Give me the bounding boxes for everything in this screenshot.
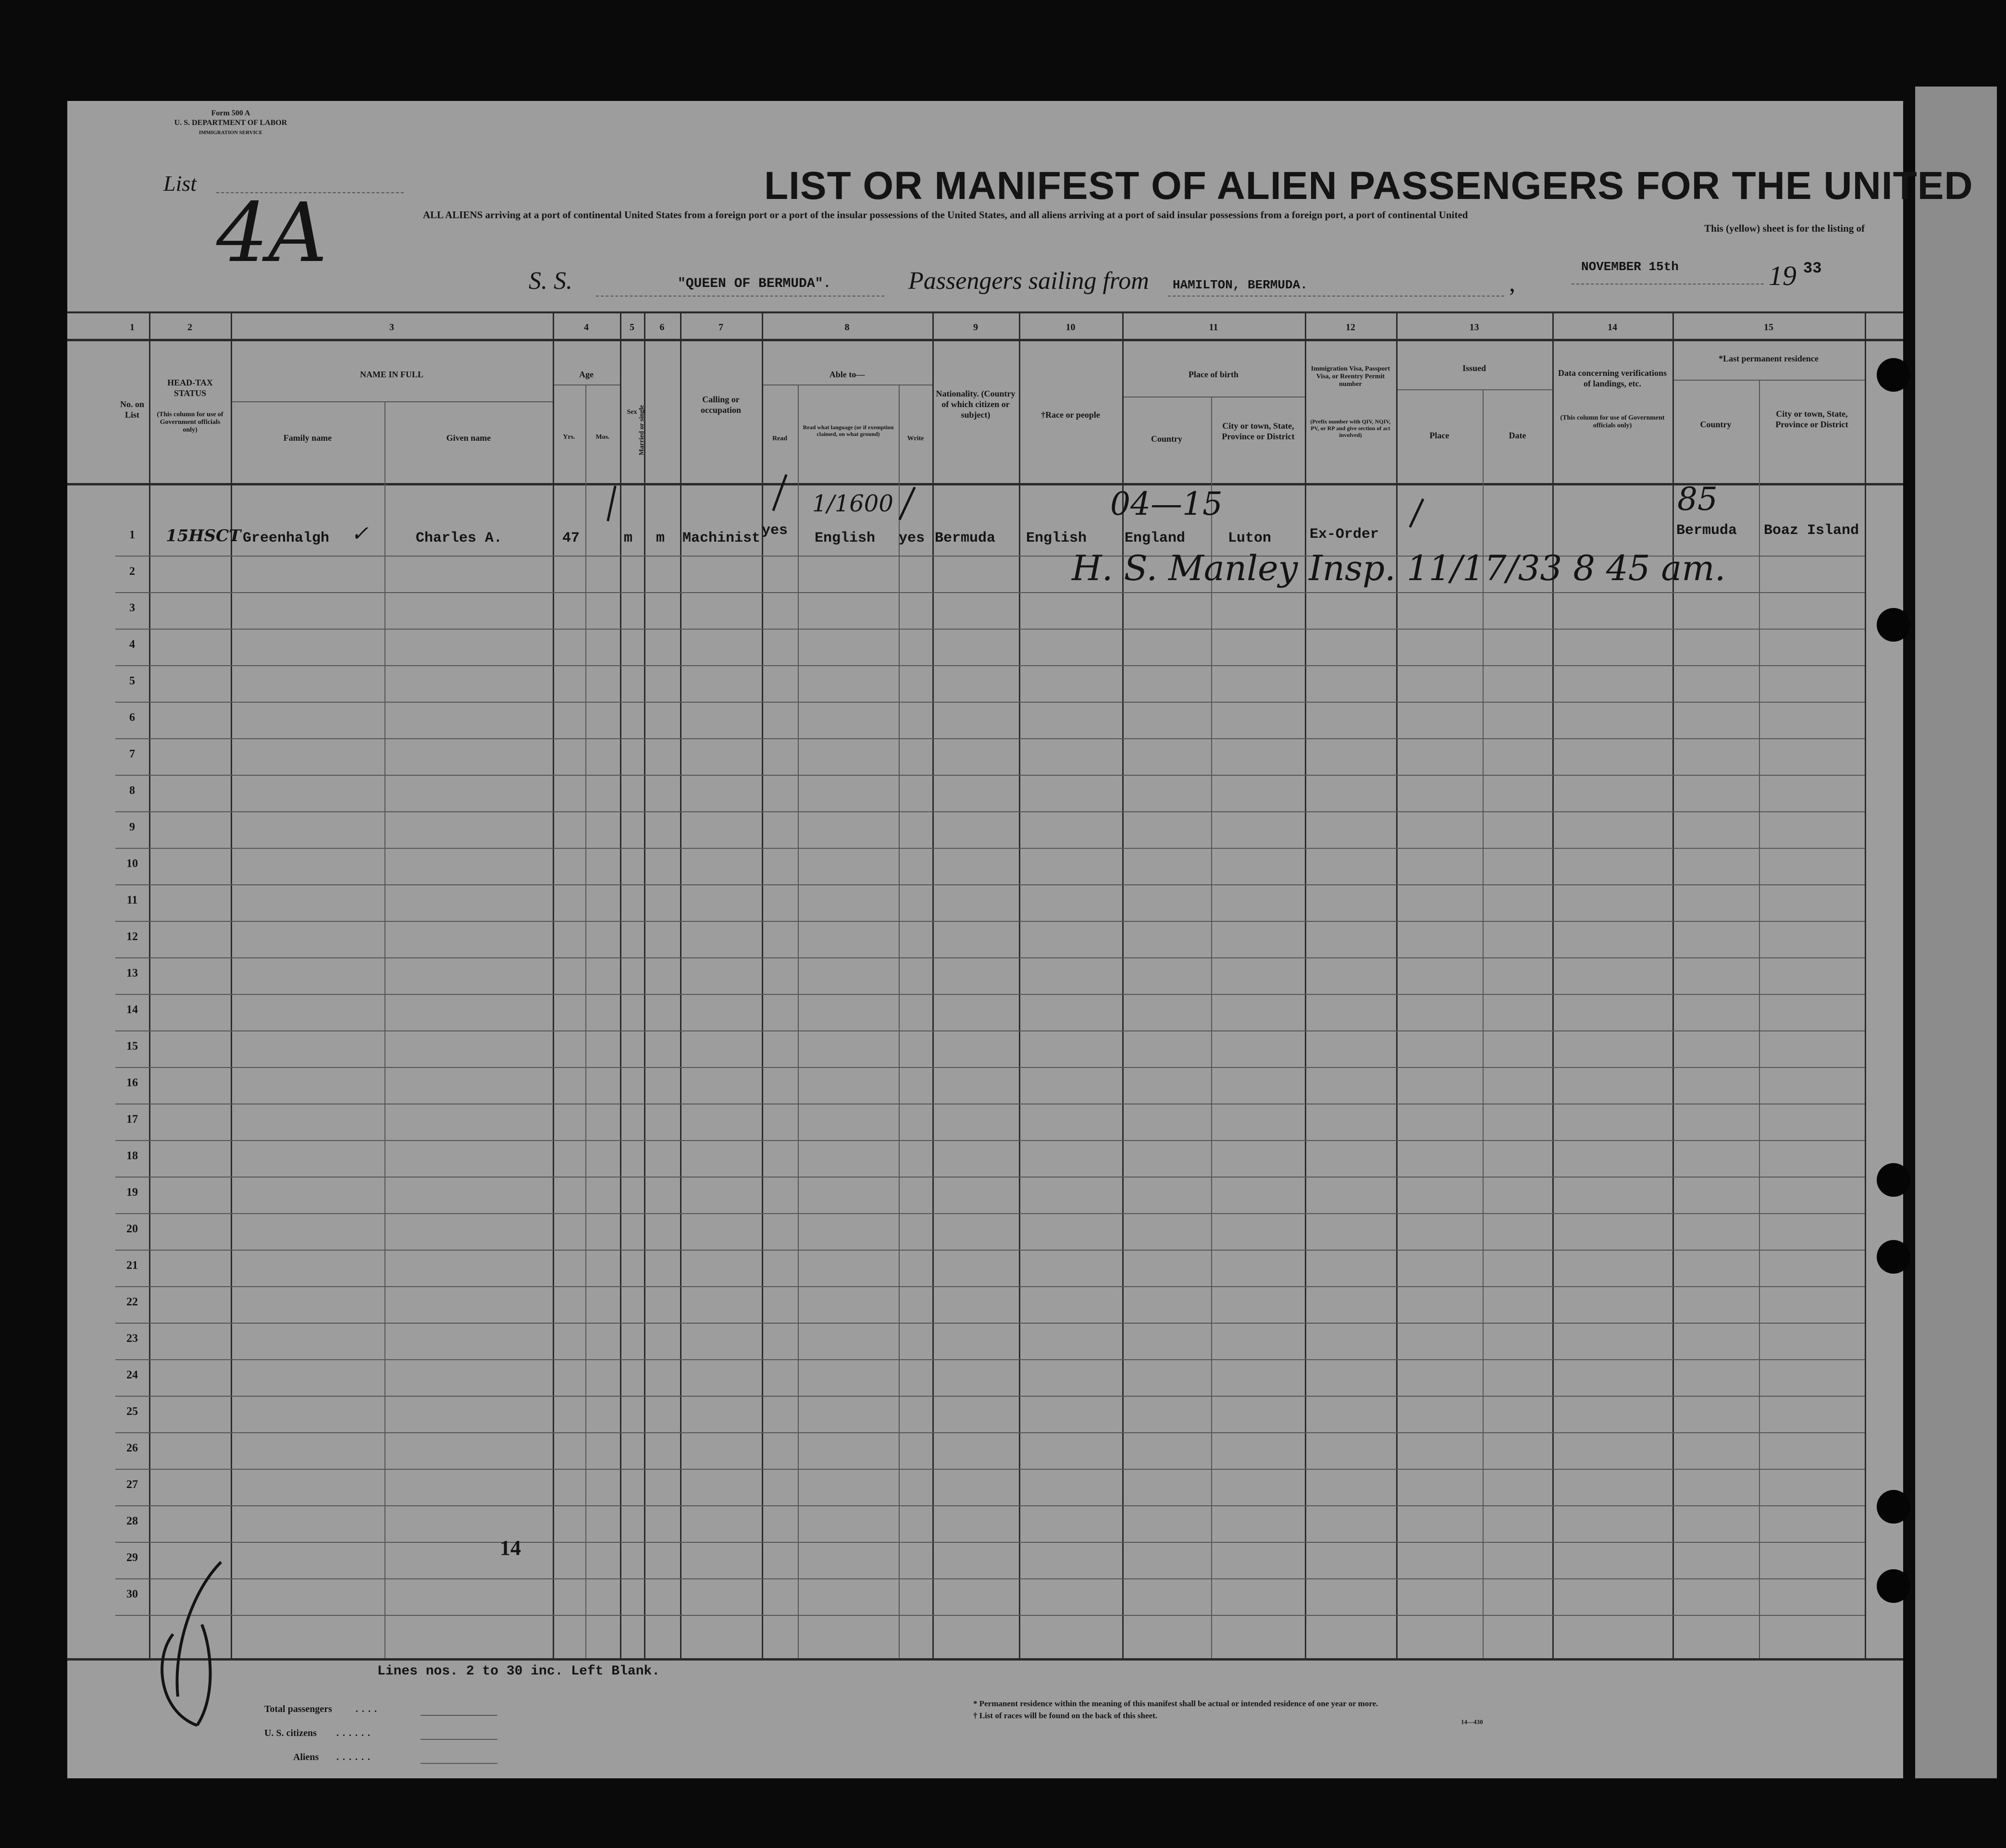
- residence-city: Boaz Island: [1764, 522, 1859, 539]
- col-number-12: 12: [1346, 322, 1355, 333]
- age-years: 47: [562, 530, 580, 546]
- us-citizens-line: [421, 1739, 497, 1740]
- occupation: Machinist: [682, 530, 761, 546]
- row-rule: [115, 738, 1865, 739]
- margin-handwriting: [144, 1552, 250, 1735]
- header-birth-city: City or town, State, Province or District: [1222, 421, 1295, 441]
- col-number-2: 2: [187, 322, 192, 333]
- col-number-9: 9: [973, 322, 978, 333]
- age-subrule: [553, 384, 620, 385]
- row-rule: [115, 811, 1865, 812]
- col-rule: [585, 384, 586, 1658]
- header-race: †Race or people: [1041, 410, 1100, 420]
- instructions-line-1: ALL ALIENS arriving at a port of continental United States from a foreign port or a port of the insular possessions of the United States, and all aliens arriving at a port of said insular possessions from a foreign port, a port of continental United: [423, 209, 1468, 221]
- sailing-label: Passengers sailing from: [908, 267, 1149, 295]
- header-data-concerning: Data concerning verifications of landings, etc.: [1558, 368, 1667, 388]
- married-status: m: [656, 530, 665, 546]
- row-rule: [115, 702, 1865, 703]
- header-place-of-birth: Place of birth: [1189, 370, 1238, 379]
- nationality: Bermuda: [935, 530, 996, 546]
- residence-footnote: * Permanent residence within the meaning of this manifest shall be actual or intended residence of one year or more.: [973, 1699, 1378, 1708]
- header-nationality: Nationality. (Country of which citizen or subject): [936, 389, 1015, 420]
- form-number: Form 500 A: [211, 109, 250, 117]
- header-read-what: Read what language (or if exemption claimed, on what ground): [803, 424, 894, 437]
- row-number: 5: [129, 675, 135, 687]
- row-number: 12: [126, 930, 138, 943]
- header-issued: Issued: [1462, 363, 1486, 373]
- col-number-5: 5: [630, 322, 634, 333]
- row-number: 14: [126, 1004, 138, 1016]
- name-subrule: [231, 401, 553, 402]
- row-rule: [115, 1432, 1865, 1433]
- list-label: List: [163, 171, 197, 196]
- col-rule: [644, 311, 645, 1658]
- row-rule: [115, 1067, 1865, 1068]
- row-number: 28: [126, 1515, 138, 1527]
- row-number: 11: [126, 894, 138, 906]
- total-passengers-label: Total passengers: [264, 1704, 332, 1714]
- col-number-4: 4: [584, 322, 589, 333]
- header-head-tax: HEAD-TAX STATUS: [167, 378, 213, 398]
- punch-hole: [1877, 608, 1910, 642]
- birth-annotation: 04—15: [1110, 485, 1223, 522]
- header-birth-country: Country: [1151, 434, 1182, 444]
- row-rule: [115, 884, 1865, 885]
- row-rule: [115, 994, 1865, 995]
- can-read: yes: [762, 522, 788, 539]
- header-visa: Immigration Visa, Passport Visa, or Reentry Permit number: [1311, 365, 1390, 388]
- row-rule: [115, 1177, 1865, 1178]
- family-name: Greenhalgh: [243, 530, 330, 546]
- row-rule: [115, 1213, 1865, 1214]
- col-rule: [149, 311, 150, 1658]
- row-rule: [115, 629, 1865, 630]
- col-number-11: 11: [1209, 322, 1218, 333]
- header-last-residence: *Last permanent residence: [1719, 354, 1819, 363]
- col-rule: [680, 311, 681, 1658]
- aliens-line: [421, 1763, 497, 1764]
- col-rule: [899, 384, 900, 1658]
- row-rule: [115, 1323, 1865, 1324]
- read-annotation: 1/1600: [812, 490, 893, 517]
- col-number-14: 14: [1608, 322, 1617, 333]
- header-married: Married or single: [638, 405, 645, 456]
- row-number: 3: [129, 602, 135, 614]
- header-visa-note: (Prefix number with QIV, NQIV, PV, or RP and give section of act involved): [1310, 418, 1391, 438]
- row-rule: [115, 1505, 1865, 1506]
- col-rule: [798, 384, 799, 1658]
- col-number-3: 3: [389, 322, 394, 333]
- punch-hole: [1877, 1163, 1910, 1197]
- row-number: 7: [129, 748, 135, 760]
- department: U. S. DEPARTMENT OF LABOR: [174, 119, 287, 127]
- row-number: 21: [126, 1259, 138, 1272]
- inspector-annotation: H. S. Manley Insp. 11/17/33 8 45 am.: [1072, 548, 1726, 588]
- birth-country: England: [1125, 530, 1186, 546]
- punch-hole: [1877, 1240, 1910, 1274]
- sex: m: [624, 530, 633, 546]
- total-passengers-line: [421, 1715, 497, 1716]
- row-number: 8: [129, 784, 135, 797]
- header-mos: Mos.: [595, 434, 610, 441]
- header-read: Read: [772, 435, 788, 442]
- row-number: 4: [129, 638, 135, 651]
- col-rule: [762, 311, 763, 1658]
- row-rule: [115, 1615, 1865, 1616]
- table-top-rule: [67, 311, 1903, 313]
- year-printed: 19: [1769, 260, 1796, 291]
- row-rule: [115, 921, 1865, 922]
- row-number: 20: [126, 1223, 138, 1235]
- row-number: 13: [126, 967, 138, 980]
- row-rule: [115, 1469, 1865, 1470]
- port-of-departure: HAMILTON, BERMUDA.: [1173, 278, 1308, 292]
- issued-subrule: [1396, 389, 1552, 390]
- col-rule: [932, 311, 934, 1658]
- row-rule: [115, 1250, 1865, 1251]
- instructions-line-2: This (yellow) sheet is for the listing of: [1704, 223, 1865, 234]
- row-rule: [115, 957, 1865, 958]
- birth-city: Luton: [1228, 530, 1272, 546]
- row-rule: [115, 775, 1865, 776]
- row-number: 17: [126, 1113, 138, 1126]
- header-issued-place: Place: [1429, 431, 1449, 440]
- ss-label: S. S.: [529, 267, 572, 295]
- col-rule: [1396, 311, 1398, 1658]
- residence-subrule: [1672, 380, 1865, 381]
- residence-country: Bermuda: [1676, 522, 1737, 539]
- print-code: 14—430: [1461, 1718, 1483, 1725]
- row-number: 24: [126, 1369, 138, 1381]
- row-number: 25: [126, 1405, 138, 1418]
- punch-hole: [1877, 1490, 1910, 1524]
- col-rule: [620, 311, 621, 1658]
- header-bottom-rule: [67, 483, 1903, 485]
- row-number: 29: [126, 1551, 138, 1564]
- row-rule: [115, 1286, 1865, 1287]
- comma: ,: [1509, 270, 1515, 297]
- sailing-date: NOVEMBER 15th: [1581, 260, 1679, 274]
- col-rule: [1019, 311, 1020, 1658]
- row-rule: [115, 1396, 1865, 1397]
- leader-dots: ......: [336, 1728, 374, 1738]
- row-rule: [115, 665, 1865, 666]
- us-citizens-label: U. S. citizens: [264, 1728, 317, 1738]
- row-rule: [115, 848, 1865, 849]
- header-sex: Sex: [627, 409, 637, 416]
- year-typed: 33: [1803, 260, 1822, 277]
- races-footnote: † List of races will be found on the back of this sheet.: [973, 1711, 1157, 1720]
- header-data-note: (This column for use of Government officials only): [1560, 414, 1665, 429]
- col-rule: [1552, 311, 1554, 1658]
- row-number: 2: [129, 565, 135, 578]
- punch-hole: [1877, 1569, 1910, 1603]
- col-number-10: 10: [1065, 322, 1076, 333]
- col-number-7: 7: [718, 322, 723, 333]
- col-number-13: 13: [1469, 322, 1479, 333]
- manifest-sheet: [67, 101, 1903, 1778]
- row-number: 23: [126, 1332, 138, 1345]
- header-given-name: Given name: [446, 433, 491, 443]
- header-res-country: Country: [1700, 420, 1732, 429]
- header-calling: Calling or occupation: [700, 395, 741, 415]
- date-underline: [1572, 284, 1764, 285]
- list-number-handwritten: 4A: [216, 186, 327, 281]
- header-yrs: Yrs.: [563, 434, 575, 441]
- leader-dots: ....: [356, 1704, 381, 1714]
- row-number: 9: [129, 821, 135, 833]
- read-language: English: [815, 530, 876, 546]
- col-rule: [553, 311, 554, 1658]
- row-rule: [115, 1140, 1865, 1141]
- row-number: 19: [126, 1186, 138, 1199]
- row-number: 6: [129, 711, 135, 724]
- stamp-number: 14: [500, 1536, 521, 1560]
- column-number-rule: [67, 339, 1903, 341]
- col-number-15: 15: [1764, 322, 1773, 333]
- row-number: 15: [126, 1040, 138, 1053]
- header-name-in-full: NAME IN FULL: [359, 370, 423, 379]
- aliens-label: Aliens: [293, 1752, 319, 1762]
- row-number: 1: [129, 529, 135, 541]
- header-issued-date: Date: [1509, 431, 1526, 440]
- row-number: 26: [126, 1442, 138, 1454]
- given-name: Charles A.: [416, 530, 503, 546]
- head-tax-stamp: 15HSCT: [166, 526, 241, 546]
- header-head-tax-note: (This column for use of Government officials only): [157, 411, 223, 434]
- residence-annotation: 85: [1677, 481, 1718, 518]
- row-rule: [115, 1578, 1865, 1579]
- header-able-to: Able to—: [829, 370, 865, 379]
- table-bottom-rule: [67, 1658, 1903, 1661]
- row-rule: [115, 1542, 1865, 1543]
- row-number: 16: [126, 1077, 138, 1089]
- col-number-8: 8: [844, 322, 850, 333]
- can-write: yes: [899, 530, 925, 546]
- page-title: LIST OR MANIFEST OF ALIEN PASSENGERS FOR THE UNITED: [764, 164, 1973, 208]
- binder-strip: [1915, 87, 1997, 1778]
- race: English: [1026, 530, 1087, 546]
- row-rule: [115, 592, 1865, 593]
- col-number-1: 1: [130, 322, 135, 333]
- col-number-6: 6: [659, 322, 665, 333]
- service: IMMIGRATION SERVICE: [198, 130, 263, 136]
- header-no-on-list: No. on List: [120, 399, 144, 420]
- col-rule: [1759, 380, 1760, 1658]
- header-write: Write: [907, 435, 924, 442]
- row-number: 18: [126, 1150, 138, 1162]
- row-number: 30: [126, 1588, 138, 1600]
- port-underline: [1168, 296, 1504, 297]
- ship-name: "QUEEN OF BERMUDA".: [678, 276, 831, 291]
- header-family-name: Family name: [283, 433, 332, 443]
- header-age: Age: [579, 370, 594, 379]
- row-number: 27: [126, 1478, 138, 1491]
- col-rule: [1305, 311, 1306, 1658]
- ship-underline: [596, 296, 884, 297]
- row-number: 22: [126, 1296, 138, 1308]
- able-subrule: [762, 384, 932, 385]
- row-rule: [115, 1030, 1865, 1031]
- col-rule: [1865, 311, 1866, 1658]
- row-number: 10: [126, 857, 138, 870]
- leader-dots: ......: [336, 1752, 374, 1762]
- blank-lines-note: Lines nos. 2 to 30 inc. Left Blank.: [377, 1664, 660, 1679]
- punch-hole: [1877, 358, 1910, 392]
- col-rule: [231, 311, 232, 1658]
- row-rule: [115, 1359, 1865, 1360]
- checkmark: ✓: [351, 521, 369, 546]
- col-rule: [1672, 311, 1674, 1658]
- header-res-city: City or town, State, Province or District: [1775, 409, 1848, 429]
- visa-number: Ex-Order: [1310, 526, 1379, 543]
